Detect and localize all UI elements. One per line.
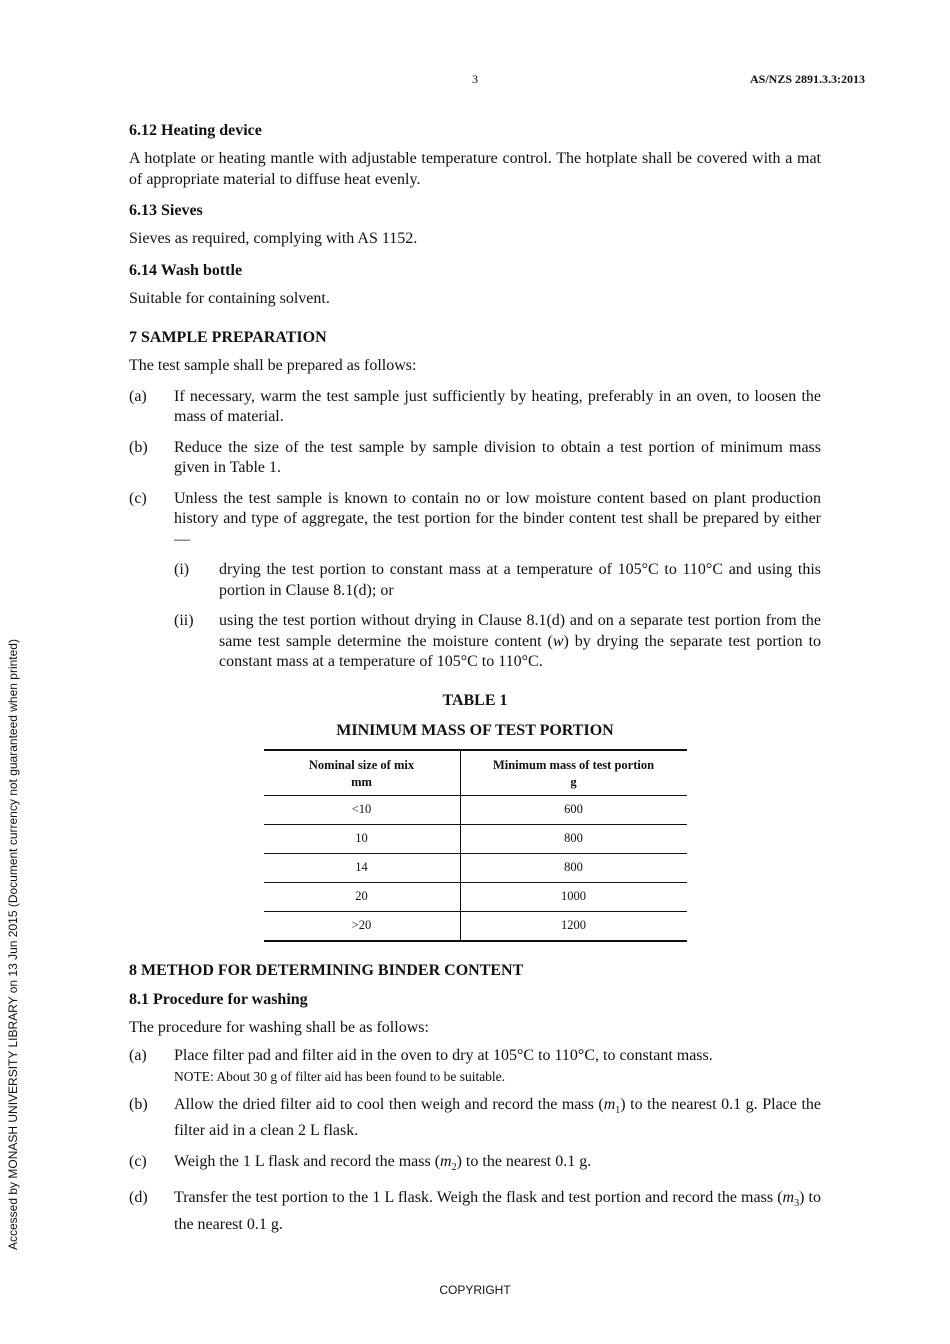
document-body <box>129 120 821 1236</box>
text-run: Transfer the test portion to the 1 L flask. Weigh the flask and test portion and record the mass ( <box>174 1189 783 1207</box>
table-cell: 1000 <box>460 882 687 911</box>
table-label: TABLE 1 <box>442 691 508 709</box>
section-8-1-heading: 8.1 Procedure for washing <box>129 990 308 1008</box>
table-cell: 10 <box>264 824 461 853</box>
list-item-label: (d) <box>129 1189 148 1207</box>
table-cell: 800 <box>460 824 687 853</box>
table-row <box>264 911 687 941</box>
copyright-footer: COPYRIGHT <box>439 1283 511 1297</box>
list-item-text: If necessary, warm the test sample just sufficiently by heating, preferably in an oven, to loosen the mass of material. <box>174 387 821 425</box>
standard-code: AS/NZS 2891.3.3:2013 <box>749 72 865 86</box>
list-item-label: (a) <box>129 1047 147 1064</box>
section-6-13-heading: 6.13 Sieves <box>129 202 203 219</box>
moisture-variable: w <box>552 632 564 650</box>
table-row <box>264 795 687 824</box>
table-cell: 800 <box>460 853 687 882</box>
text-run: ) to the nearest 0.1 g. Place the filter aid in a clean 2 L flask. <box>174 1095 821 1140</box>
section-6-13-text: Sieves as required, complying with AS 1152. <box>129 230 418 247</box>
section-8-1-intro: The procedure for washing shall be as follows: <box>129 1018 429 1036</box>
list-item <box>129 1046 821 1067</box>
text-run: Allow the dried filter aid to cool then weigh and record the mass ( <box>174 1095 604 1113</box>
table-header-row <box>264 750 687 796</box>
list-item <box>129 1188 821 1235</box>
table-cell: 14 <box>264 853 461 882</box>
column-unit: mm <box>351 774 372 789</box>
text-run: ) to the nearest 0.1 g. <box>174 1189 822 1234</box>
list-item-label: (c) <box>129 1152 147 1170</box>
list-item-text: Unless the test sample is known to contain no or low moisture content based on plant production history and type of aggregate, the test portion for the binder content test shall be prepared by either— <box>174 489 821 548</box>
column-header <box>460 750 687 796</box>
list-item-text: Reduce the size of the test sample by sample division to obtain a test portion of minimum mass given in Table 1. <box>174 438 821 476</box>
table-cell: <10 <box>264 795 461 824</box>
list-item-text <box>174 1095 821 1142</box>
text-run: ) by drying the separate test portion to constant mass at a temperature of 105°C to 110°C. <box>219 632 822 670</box>
table-cell: >20 <box>264 911 461 941</box>
sub-list-item <box>174 611 821 673</box>
section-6-14-text: Suitable for containing solvent. <box>129 289 330 307</box>
sub-list-item-text: drying the test portion to constant mass at a temperature of 105°C to 110°C and using this portion in Clause 8.1(d); or <box>219 561 821 599</box>
table-row <box>264 882 687 911</box>
list-item-text: Place filter pad and filter aid in the oven to dry at 105°C to 110°C, to constant mass. <box>174 1047 713 1064</box>
table-cell: 20 <box>264 882 461 911</box>
sub-list-item-label: (i) <box>174 561 190 578</box>
text-run: Weigh the 1 L flask and record the mass ( <box>174 1152 441 1170</box>
list-item-label: (b) <box>129 438 148 456</box>
list-item-label: (b) <box>129 1095 148 1113</box>
section-8-heading: 8 METHOD FOR DETERMINING BINDER CONTENT <box>129 961 524 979</box>
mass-subscript: 3 <box>794 1198 800 1210</box>
text-run: ) to the nearest 0.1 g. <box>456 1152 592 1170</box>
table-cell: 600 <box>460 795 687 824</box>
sub-list-item-label: (ii) <box>174 612 194 629</box>
table-row <box>264 824 687 853</box>
section-6-14-heading: 6.14 Wash bottle <box>129 261 243 279</box>
section-6-12-heading: 6.12 Heating device <box>129 122 262 139</box>
list-item-label: (a) <box>129 387 147 405</box>
page-number: 3 <box>472 72 478 86</box>
column-header-text: Nominal size of mix <box>308 757 415 772</box>
list-item <box>129 1152 821 1179</box>
text-run: using the test portion without drying in Clause 8.1(d) and on a separate test portion from the same test sample determine the moisture content ( <box>219 612 821 650</box>
list-item-text <box>174 1188 821 1235</box>
table-cell: 1200 <box>460 911 687 941</box>
mass-variable: m <box>440 1152 452 1170</box>
section-7-intro: The test sample shall be prepared as follows: <box>129 357 417 374</box>
column-header <box>264 750 461 796</box>
mass-subscript: 2 <box>451 1161 457 1173</box>
list-item <box>129 1095 821 1142</box>
sub-list-item <box>174 560 821 601</box>
mass-subscript: 1 <box>615 1104 621 1116</box>
note: NOTE: About 30 g of filter aid has been found to be suitable. <box>174 1068 506 1084</box>
mass-variable: m <box>603 1095 616 1113</box>
section-6-12-text: A hotplate or heating mantle with adjustable temperature control. The hotplate shall be covered with a mat of appropriate material to diffuse heat evenly. <box>129 150 821 188</box>
list-item-label: (c) <box>129 489 147 507</box>
list-item <box>129 489 821 551</box>
column-header-text: Minimum mass of test portion <box>492 757 655 772</box>
section-7-heading: 7 SAMPLE PREPARATION <box>129 329 327 346</box>
access-watermark: Accessed by MONASH UNIVERSITY LIBRARY on 13 Jun 2015 (Document currency not guaranteed when printed) <box>6 639 20 1250</box>
list-item-text <box>174 1152 821 1179</box>
sub-list-item-text <box>219 611 821 673</box>
column-unit: g <box>570 774 577 789</box>
list-item <box>129 438 821 479</box>
mass-variable: m <box>782 1189 795 1207</box>
minimum-mass-table <box>264 749 687 942</box>
list-item <box>129 387 821 428</box>
table-row <box>264 853 687 882</box>
table-title: MINIMUM MASS OF TEST PORTION <box>336 721 614 739</box>
